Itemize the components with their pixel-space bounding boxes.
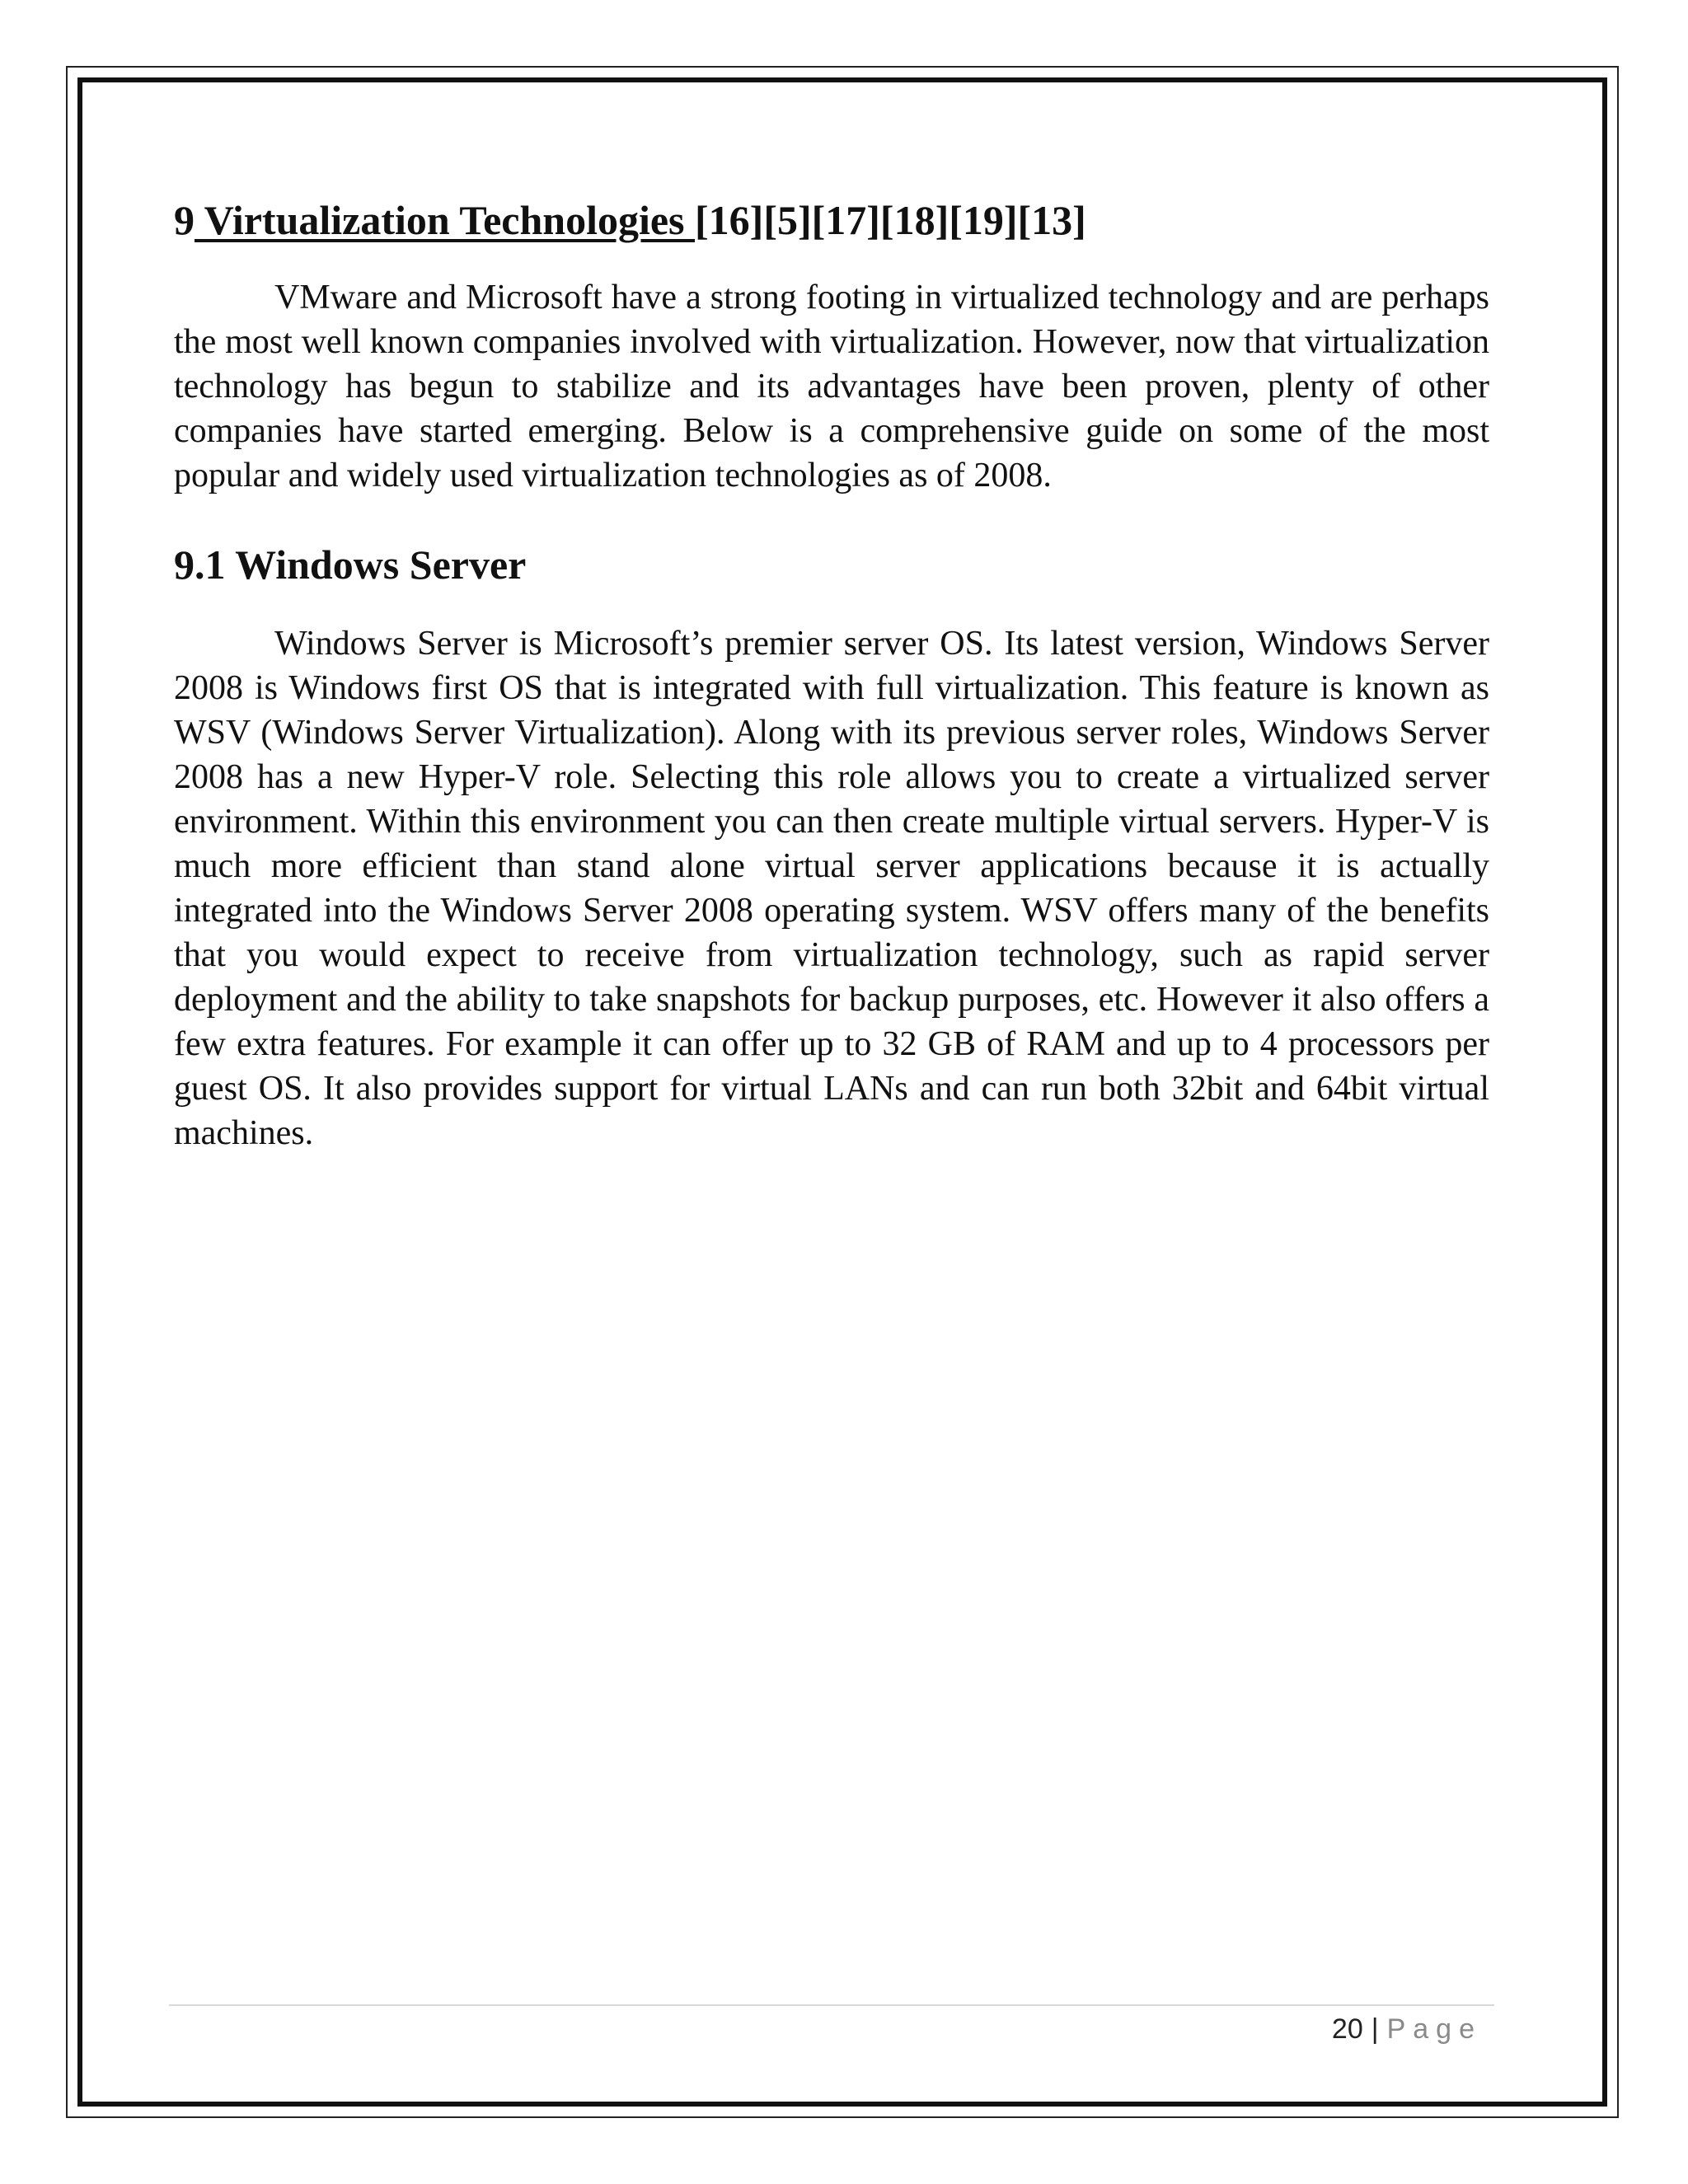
footer-divider — [169, 2004, 1494, 2006]
windows-server-paragraph: Windows Server is Microsoft’s premier server OS. Its latest version, Windows Server 2008 is Windows first OS that is integrated with full virtualization. This feature is known as WSV (Windows Server Virtualization). Along with its previous server roles, Windows Server 2008 has a new Hyper-V role. Selecting this role allows you to create a virtualized server environment. Within this environment you can then create multiple virtual servers. Hyper-V is much more efficient than stand alone virtual server applications because it is actually integrated into the Windows Server 2008 operating system. WSV offers many of the benefits that you would expect to receive from virtualization technology, such as rapid server deployment and the ability to take snapshots for backup purposes, etc. However it also offers a few extra features. For example it can offer up to 32 GB of RAM and up to 4 processors per guest OS. It also provides support for virtual LANs and can run both 32bit and 64bit virtual machines. — [174, 625, 1489, 1152]
page-label: Page — [1386, 2013, 1482, 2045]
page-number: 20 — [1331, 2013, 1363, 2045]
section-references: [16][5][17][18][19][13] — [695, 197, 1086, 243]
section-heading — [174, 194, 1489, 246]
subsection-heading: 9.1 Windows Server — [174, 541, 527, 588]
section-title: Virtualization Technologies — [195, 197, 696, 243]
intro-paragraph: VMware and Microsoft have a strong footing in virtualized technology and are perhaps the most well known companies involved with virtualization. However, now that virtualization technology has begun to stabilize and its advantages have been proven, plenty of other companies have started emerging. Below is a comprehensive guide on some of the most popular and widely used virtualization technologies as of 2008. — [174, 279, 1489, 494]
section-number: 9 — [174, 197, 195, 243]
document-content — [174, 194, 1489, 1155]
page-footer — [1332, 2011, 1482, 2047]
footer-separator: | — [1371, 2013, 1379, 2045]
